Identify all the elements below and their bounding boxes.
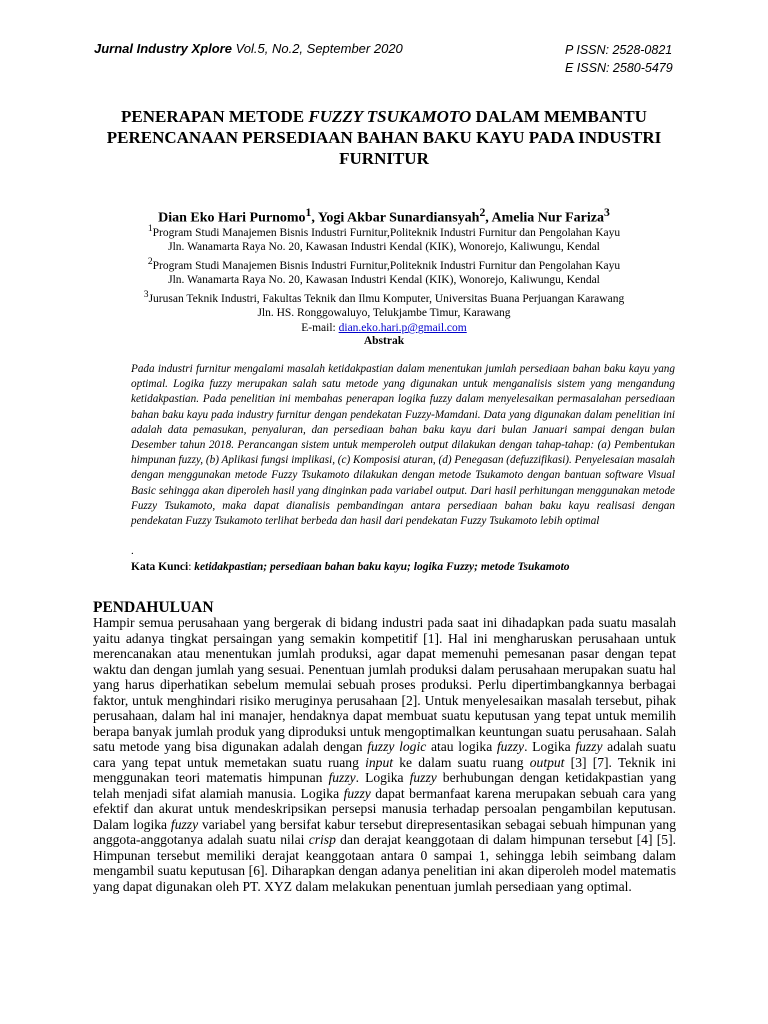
e-issn: E ISSN: 2580-5479 <box>565 61 673 75</box>
affil-address: Jln. Wanamarta Raya No. 20, Kawasan Industri Kendal (KIK), Wonorejo, Kaliwungu, Kendal <box>168 274 600 287</box>
keywords-text: ketidakpastian; persediaan bahan baku kayu; logika Fuzzy; metode Tsukamoto <box>194 561 570 573</box>
journal-header <box>94 41 403 56</box>
italic-term: fuzzy <box>170 816 199 832</box>
italic-term: fuzzy logic <box>367 739 427 754</box>
abstract-text: Pada industri furnitur mengalami masalah ketidakpastian dalam menentukan jumlah persediaan bahan baku kayu yang optimal. Logika fuzzy merupakan salah satu metode yang digunakan untuk menganalisis sistem yang mengandung ketidakpastian. Pada penelitian ini membahas penerapan logika fuzzy dalam menyelesaikan permasalahan persediaan bahan baku kayu pada industry furnitur dengan pendekatan Fuzzy-Mamdani. Data yang digunakan dalam penelitian ini adalah data pemasukan, penyaluran, dan persediaan bahan baku kayu dari bulan Januari sampai dengan bulan Desember tahun 2018. Perancangan sistem untuk memperoleh output dilakukan dengan tahap-tahap: (a) Pembentukan himpunan fuzzy, (b) Aplikasi fungsi implikasi, (c) Komposisi aturan, (d) Penegasan (defuzzifikasi). Penyelesaian masalah dengan menggunakan metode Fuzzy Tsukamoto dilakukan dengan metode Tsukamoto dengan bantuan software Visual Basic sehingga akan diperoleh hasil yang dinginkan pada variabel output. Dari hasil perhitungan menggunakan metode Fuzzy Tsukamoto, maka dapat dianalisis pembandingan antara persediaan bahan baku kayu realisasi dengan pendekatan Fuzzy Tsukamoto terlihat berbeda dan hasil dari pendekatan Fuzzy Tsukamoto lebih optimal <box>131 363 675 528</box>
affil-mark: 1 <box>147 223 153 234</box>
abstract-trailing-dot: . <box>131 545 134 557</box>
author-affil-mark: 1 <box>305 206 312 219</box>
text-run: Hampir semua perusahaan yang bergerak di bidang industri pada saat ini dihadapkan pada suatu masalah yaitu adanya tingkat persaingan yang semakin kompetitif [1]. Hal ini mengharuskan perusahaan untuk merencanakan atau menentukan jumlah produksi, agar dapat memenuhi pemesanan pasar dengan tepat waktu dan dengan jumlah yang sesuai. Penentuan jumlah produksi dalam perusahaan merupakan suatu hal yang harus diperhatikan sebelum memulai sebuah proses produksi. Perlu dipertimbangkannya berbagai faktor, untuk menghindari risiko meruginya perusahaan [2]. Untuk menyelesaikan masalah tersebut, pihak perusahaan, dalam hal ini manajer, hendaknya dapat membuat suatu keputusan yang tepat untuk memilih berapa banyak jumlah produk yang diproduksi untuk mengoptimalkan keuntungan suatu perusahaan. Salah satu metode yang bisa digunakan adalah dengan <box>93 615 676 754</box>
email-link[interactable]: dian.eko.hari.p@gmail.com <box>338 322 467 335</box>
affiliation-1 <box>90 222 678 240</box>
affil-line: Jurusan Teknik Industri, Fakultas Teknik dan Ilmu Komputer, Universitas Buana Perjuangan Karawang <box>148 292 625 305</box>
email-label: E-mail: <box>301 322 339 335</box>
text-run: atau logika <box>426 739 497 754</box>
text-run: ke dalam suatu ruang <box>393 754 530 770</box>
affil-address: Jln. HS. Ronggowaluyo, Telukjambe Timur, Karawang <box>257 307 511 320</box>
section-heading-pendahuluan: PENDAHULUAN <box>93 599 214 616</box>
affiliation-3 <box>90 288 678 306</box>
affil-mark: 3 <box>143 289 149 301</box>
keywords-colon: : <box>188 561 195 573</box>
affiliations <box>90 222 678 336</box>
affil-mark: 2 <box>147 256 153 268</box>
paper-title <box>90 106 678 169</box>
italic-term: fuzzy <box>496 739 525 754</box>
italic-term: output <box>529 754 565 770</box>
text-run: . Logika <box>524 739 576 754</box>
affil-line: Program Studi Manajemen Bisnis Industri Furnitur,Politeknik Industri Furnitur dan Pengolahan Kayu <box>152 226 621 239</box>
italic-term: fuzzy <box>343 785 371 801</box>
text-run: berhubungan dengan ketidakpastian yang telah menjadi sifat alamiah manusia. Logika <box>93 770 677 801</box>
email-line <box>90 321 678 336</box>
title-part: DALAM MEMBANTU PERENCANAAN PERSEDIAAN BAHAN BAKU KAYU PADA INDUSTRI FURNITUR <box>106 107 662 168</box>
affil-line: Program Studi Manajemen Bisnis Industri Furnitur,Politeknik Industri Furnitur dan Pengolahan Kayu <box>152 259 621 272</box>
journal-name: Jurnal Industry Xplore <box>94 41 232 56</box>
abstract-heading: Abstrak <box>363 335 405 347</box>
author-affil-mark: 2 <box>479 206 486 219</box>
text-run: . Logika <box>355 770 410 785</box>
author-name: , Yogi Akbar Sunardiansyah <box>311 210 480 226</box>
text-run: [3] [7]. Teknik ini menggunakan teori matematis himpunan <box>93 754 677 785</box>
affil-address: Jln. Wanamarta Raya No. 20, Kawasan Industri Kendal (KIK), Wonorejo, Kaliwungu, Kendal <box>168 241 600 254</box>
text-run: dan derajat keanggotaan di dalam himpunan tersebut [4] [5]. Himpunan tersebut memiliki derajat keanggotaan antara 0 sampai 1, sehingga lebih seimbang dalam mengambil suatu keputusan [6]. Diharapkan dengan adanya penelitian ini akan diperoleh model matematis yang dapat digunakan oleh PT. XYZ dalam melakukan penentuan jumlah persediaan yang optimal. <box>93 832 677 894</box>
italic-term: crisp <box>308 832 336 847</box>
journal-issue: Vol.5, No.2, September 2020 <box>231 41 403 56</box>
text-run: variabel yang bersifat kabur tersebut direpresentasikan sebagai sebuah himpunan yang anggota-anggotanya adalah suatu nilai <box>93 816 676 847</box>
text-run: dapat bermanfaat karena merupakan sebuah cara yang efektif dan akurat untuk mendeskripsikan persepsi manusia terhadap persoalan pengambilan keputusan. Dalam logika <box>93 785 676 832</box>
italic-term: fuzzy <box>575 739 603 754</box>
title-italic-part: FUZZY TSUKAMOTO <box>308 107 472 126</box>
author-name: Dian Eko Hari Purnomo <box>158 210 306 226</box>
keywords <box>131 561 570 573</box>
intro-paragraph <box>93 615 676 894</box>
p-issn: P ISSN: 2528-0821 <box>565 43 673 57</box>
italic-term: input <box>365 754 394 770</box>
keywords-label: Kata Kunci <box>131 561 189 573</box>
italic-term: fuzzy <box>409 770 437 785</box>
issn-block <box>565 41 673 77</box>
title-part: PENERAPAN METODE <box>121 107 309 126</box>
text-run: adalah suatu cara yang tepat untuk memetakan suatu ruang <box>93 739 676 770</box>
italic-term: fuzzy <box>328 770 356 785</box>
author-name: , Amelia Nur Fariza <box>485 210 605 226</box>
author-affil-mark: 3 <box>604 206 610 219</box>
affiliation-2 <box>90 255 678 273</box>
